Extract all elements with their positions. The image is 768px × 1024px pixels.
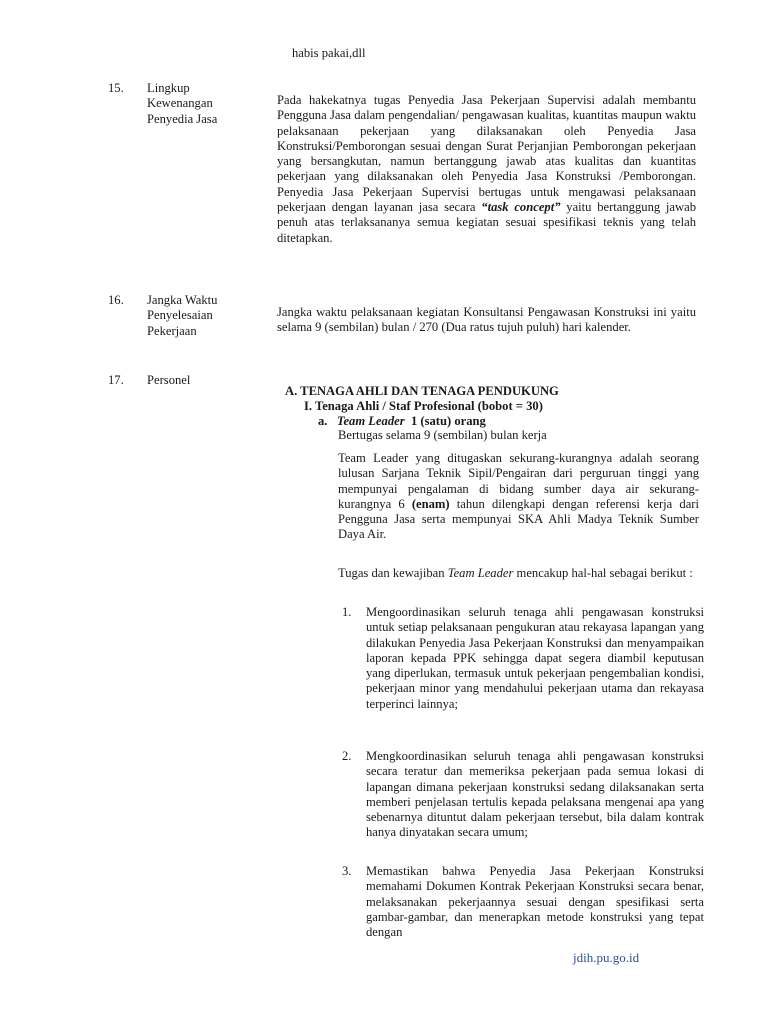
footer-link[interactable]: jdih.pu.go.id [573,950,640,965]
item-label-line: Personel [147,373,191,387]
item-label-17 [147,373,267,388]
item-label-16 [147,293,267,339]
years-emphasis: (enam) [411,496,450,511]
item-body-16: Jangka waktu pelaksanaan kegiatan Konsultansi Pengawasan Konstruksi ini yaitu selama 9 (sembilan) bulan / 270 (Dua ratus tujuh puluh) hari kalender. [277,305,696,335]
duties-intro [338,566,699,581]
body-text: mencakup hal-hal sebagai berikut : [516,566,693,580]
qualification-paragraph [338,451,699,543]
heading-staf-profesional: I. Tenaga Ahli / Staf Profesional (bobot = 30) [304,399,543,413]
duty-number: 1. [342,605,352,619]
duty-number: 2. [342,749,352,763]
item-number-17: 17. [108,373,124,387]
item-label-15 [147,81,267,127]
subheading-team-leader [318,414,486,429]
task-concept-term: “task concept” [481,200,561,215]
item-body-15 [277,93,696,246]
role-name: Team Leader [447,566,514,580]
duty-duration: Bertugas selama 9 (sembilan) bulan kerja [338,428,547,442]
role-name: Team Leader [336,414,405,428]
item-label-line: Penyelesaian [147,308,213,323]
sub-letter: a. [318,414,328,428]
item-label-line: Kewenangan [147,96,213,111]
body-text: Team Leader yang ditugaskan sekurang-kurangnya adalah seorang lulusan Sarjana Teknik Sipil/Pengairan dari perguruan tinggi yang mempunyai pengalaman di bidang sumber daya air sekurang-kurangnya 6 [338,451,699,511]
duty-text: Mengoordinasikan seluruh tenaga ahli pengawasan konstruksi untuk setiap pelaksanaan pengukuran atau rekayasa lapangan yang dilakukan Penyedia Jasa Pekerjaan Konstruksi dan menyampaikan laporan kepada PPK sehingga dapat segera diambil keputusan yang diperlukan, termasuk untuk pekerjaan pengembalian kondisi, pekerjaan minor yang mendahului pekerjaan utama dan rekayasa terperinci lainnya; [366,605,704,711]
duty-number: 3. [342,864,352,878]
item-number-16: 16. [108,293,124,307]
heading-tenaga-ahli-pendukung: A. TENAGA AHLI DAN TENAGA PENDUKUNG [285,384,559,398]
item-number-15: 15. [108,81,124,95]
duty-item [342,749,704,841]
role-count: 1 (satu) orang [410,414,486,428]
body-text: yaitu bertanggung jawab penuh atas terlaksananya semua kegiatan sesuai spesifikasi teknis yang telah ditetapkan. [277,200,696,245]
body-text: tahun dilengkapi dengan referensi kerja dari Pengguna Jasa serta mempunyai SKA Ahli Madya Teknik Sumber Daya Air. [338,496,699,542]
body-text: Pada hakekatnya tugas Penyedia Jasa Pekerjaan Supervisi adalah membantu Pengguna Jasa dalam pengendalian/ pengawasan kualitas, kuantitas maupun waktu pelaksanaan pekerjaan yang dilaksanakan oleh Penyedia Jasa Konstruksi/Pemborongan sesuai dengan Surat Perjanjian Pemborongan pekerjaan yang bersangkutan, namun bertanggung jawab atas kualitas dan kuantitas pekerjaan yang dilaksanakan oleh Penyedia Jasa Konstruksi /Pemborongan. Penyedia Jasa Pekerjaan Supervisi bertugas untuk mengawasi pelaksanaan pekerjaan dengan layanan jasa secara [277,93,696,215]
body-text: Tugas dan kewajiban [338,566,445,580]
duty-item [342,605,704,712]
item-label-line: Lingkup [147,81,190,95]
continued-text-fragment: habis pakai,dll [292,46,366,60]
item-label-line: Jangka Waktu [147,293,218,307]
item-label-line: Pekerjaan [147,323,197,338]
duty-text: Memastikan bahwa Penyedia Jasa Pekerjaan Konstruksi memahami Dokumen Kontrak Pekerjaan Konstruksi secara benar, melaksanakan pekerjaannya sesuai dengan spesifikasi serta gambar-gambar, dan menerapkan metode konstruksi yang tepat dengan [366,864,704,940]
duty-text: Mengkoordinasikan seluruh tenaga ahli pengawasan konstruksi secara teratur dan memeriksa pekerjaan pada semua lokasi di lapangan dimana pekerjaan konstruksi sedang dilaksanakan serta memberi penjelasan tertulis kepada pelaksana mengenai apa yang sebenarnya dituntut dalam pekerjaan tersebut, bila dalam kontrak hanya dinyatakan secara umum; [366,749,704,840]
duty-item [342,864,704,940]
item-label-line: Penyedia Jasa [147,111,218,126]
